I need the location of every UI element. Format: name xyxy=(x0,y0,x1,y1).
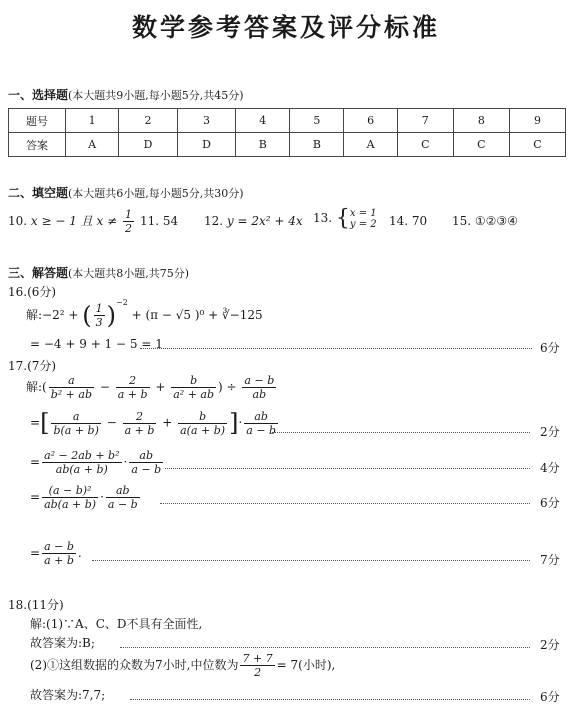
fraction xyxy=(51,410,100,437)
operator: · xyxy=(238,415,243,430)
table-cell: C xyxy=(453,133,509,157)
leader-dots xyxy=(160,503,530,504)
frac-num: b xyxy=(171,374,216,388)
frac-num: a − b xyxy=(44,540,74,553)
q13-system xyxy=(350,208,377,230)
q17-step4 xyxy=(30,540,82,567)
fraction xyxy=(240,652,274,679)
q18-line4: 故答案为:7,7; xyxy=(30,688,106,702)
frac-num: (a − b)² xyxy=(42,484,98,498)
period: . xyxy=(77,546,82,560)
table-cell: B xyxy=(236,133,290,157)
equals: = xyxy=(30,415,41,430)
frac-num: a² − 2ab + b² xyxy=(44,449,120,462)
q17-score-6: 6分 xyxy=(540,496,560,510)
q17-score-2: 2分 xyxy=(540,425,560,439)
operator: · xyxy=(100,490,104,504)
q12-label: 12. xyxy=(204,214,224,228)
answer-table xyxy=(8,108,566,157)
q10-expr: x ≥ − 1 且 x ≠ xyxy=(30,214,118,228)
fraction xyxy=(42,540,76,567)
frac-den: a + b xyxy=(44,554,74,567)
section3-heading: 三、解答题 xyxy=(8,266,69,280)
frac-den: a(a + b) xyxy=(180,423,226,437)
frac-num: ab xyxy=(106,484,140,498)
frac-num: 2 xyxy=(123,410,157,424)
q16-fraction xyxy=(94,302,105,329)
frac-den: a − b xyxy=(107,498,138,511)
frac-den: ab(a + b) xyxy=(44,498,97,511)
q18-line2: 故答案为:B; xyxy=(30,636,95,650)
leader-dots xyxy=(120,647,530,648)
q18-score-6: 6分 xyxy=(540,690,560,704)
brace-glyph: { xyxy=(335,206,350,231)
q17-step2 xyxy=(30,449,165,476)
fraction xyxy=(129,449,163,476)
q18-line1: 解:(1)∵A、C、D不具有全面性, xyxy=(30,617,203,631)
table-cell: 9 xyxy=(509,109,565,133)
q14-answer: 14. 70 xyxy=(389,214,428,228)
row-label-answer: 答案 xyxy=(9,133,66,157)
q16-step1 xyxy=(26,298,263,330)
operator: − xyxy=(99,380,110,394)
fraction xyxy=(42,449,121,476)
table-cell: 5 xyxy=(290,109,344,133)
table-cell: 4 xyxy=(236,109,290,133)
frac-num: a xyxy=(51,410,100,424)
section1-note: (本大题共9小题,每小题5分,共45分) xyxy=(68,89,244,102)
q17-step1 xyxy=(30,409,280,437)
leader-dots xyxy=(92,560,530,561)
q16-frac-num: 1 xyxy=(95,302,103,315)
q16-exponent: −2 xyxy=(116,298,128,307)
q10-num: 1 xyxy=(124,208,132,221)
page-title: 数学参考答案及评分标准 xyxy=(131,13,440,42)
q10-fraction xyxy=(123,208,134,235)
frac-den: ab(a + b) xyxy=(55,463,108,476)
frac-den: a² + ab xyxy=(173,388,215,401)
leader-dots xyxy=(272,432,530,433)
frac-num: 7 + 7 xyxy=(242,652,273,665)
table-cell: 3 xyxy=(177,109,235,133)
fraction xyxy=(106,484,140,511)
q17-score-7: 7分 xyxy=(540,553,560,567)
operator: · xyxy=(123,455,128,469)
frac-num: 2 xyxy=(116,374,150,388)
table-row xyxy=(9,109,566,133)
fraction xyxy=(242,374,276,401)
table-row xyxy=(9,133,566,157)
q13-line1: x = 1 xyxy=(349,207,377,219)
q17-s0-prefix: 解:( xyxy=(26,380,47,394)
fill-blank-answers xyxy=(8,208,136,235)
operator: ) ÷ xyxy=(218,380,237,394)
section2-note: (本大题共6小题,每小题5分,共30分) xyxy=(68,187,244,200)
frac-den: a − b xyxy=(131,463,162,476)
q16-frac-den: 3 xyxy=(95,316,103,329)
frac-den: b(a + b) xyxy=(53,423,99,437)
table-cell: A xyxy=(344,133,397,157)
table-cell: 2 xyxy=(119,109,177,133)
fraction xyxy=(171,374,216,401)
paren-right: ) xyxy=(106,301,116,330)
frac-den: a − b xyxy=(246,423,277,437)
table-cell: D xyxy=(177,133,235,157)
table-cell: 6 xyxy=(344,109,397,133)
q10-den: 2 xyxy=(124,222,132,235)
leader-dots xyxy=(165,468,530,469)
section3-note: (本大题共8小题,共75分) xyxy=(68,267,190,280)
q16-step2: = −4 + 9 + 1 − 5 = 1 xyxy=(30,337,163,351)
fraction xyxy=(49,374,94,401)
leader-dots xyxy=(140,348,532,349)
table-cell: D xyxy=(119,133,177,157)
q17-step0 xyxy=(26,374,278,401)
q17-step3 xyxy=(30,484,142,511)
frac-den: a + b xyxy=(117,388,148,401)
q11-answer: 11. 54 xyxy=(140,214,179,228)
fraction xyxy=(123,410,157,437)
q17-score-4: 4分 xyxy=(540,461,560,475)
q18-line3-suffix: = 7(小时), xyxy=(276,658,336,672)
frac-den: 2 xyxy=(254,666,262,679)
section2-heading-row xyxy=(8,184,244,201)
q12-answer xyxy=(204,214,303,228)
bracket-right: ] xyxy=(229,409,239,437)
paren-left: ( xyxy=(82,301,92,330)
section1-heading-row xyxy=(8,86,244,103)
section2-heading: 二、填空题 xyxy=(8,186,69,200)
section3-heading-row xyxy=(8,264,189,281)
frac-den: ab xyxy=(252,388,267,401)
q16-step1-prefix: 解:−2² + xyxy=(26,308,79,322)
equals: = xyxy=(30,455,41,469)
frac-num: a − b xyxy=(244,374,275,387)
table-cell: C xyxy=(397,133,453,157)
table-cell: C xyxy=(509,133,565,157)
table-cell: 1 xyxy=(66,109,119,133)
frac-den: a + b xyxy=(124,423,155,437)
q18-line3-prefix: (2)①这组数据的众数为7小时,中位数为 xyxy=(30,658,239,672)
section1-heading: 一、选择题 xyxy=(8,88,69,102)
table-cell: 8 xyxy=(453,109,509,133)
q18-score-2: 2分 xyxy=(540,638,560,652)
frac-num: ab xyxy=(244,410,278,424)
q13-label: 13. xyxy=(313,211,333,225)
operator: + xyxy=(155,380,166,394)
equals: = xyxy=(30,546,41,560)
operator: − xyxy=(106,415,117,430)
fraction xyxy=(178,410,227,437)
bracket-left: [ xyxy=(40,409,50,437)
frac-num: a xyxy=(49,374,94,388)
frac-num: ab xyxy=(129,449,163,463)
fraction xyxy=(42,484,98,511)
row-label-question: 题号 xyxy=(9,109,66,133)
leader-dots xyxy=(130,699,530,700)
q16-score: 6分 xyxy=(540,341,560,355)
q17-label: 17.(7分) xyxy=(8,359,57,373)
q12-expr: y = 2x² + 4x xyxy=(226,214,303,228)
q18-label: 18.(11分) xyxy=(8,598,64,612)
q16-label: 16.(6分) xyxy=(8,285,57,299)
q13-line2: y = 2 xyxy=(349,218,377,230)
q13-answer xyxy=(313,206,377,231)
q16-step1-rest: + (π − √5 )⁰ + ∛−125 xyxy=(131,308,263,322)
frac-num: b xyxy=(178,410,227,424)
operator: + xyxy=(162,415,173,430)
table-cell: 7 xyxy=(397,109,453,133)
fraction xyxy=(116,374,150,401)
q18-line3 xyxy=(30,652,335,679)
q10-label: 10. xyxy=(8,214,28,228)
frac-den: b² + ab xyxy=(50,388,92,401)
table-cell: B xyxy=(290,133,344,157)
table-cell: A xyxy=(66,133,119,157)
equals: = xyxy=(30,490,41,504)
q15-answer: 15. ①②③④ xyxy=(452,214,518,228)
